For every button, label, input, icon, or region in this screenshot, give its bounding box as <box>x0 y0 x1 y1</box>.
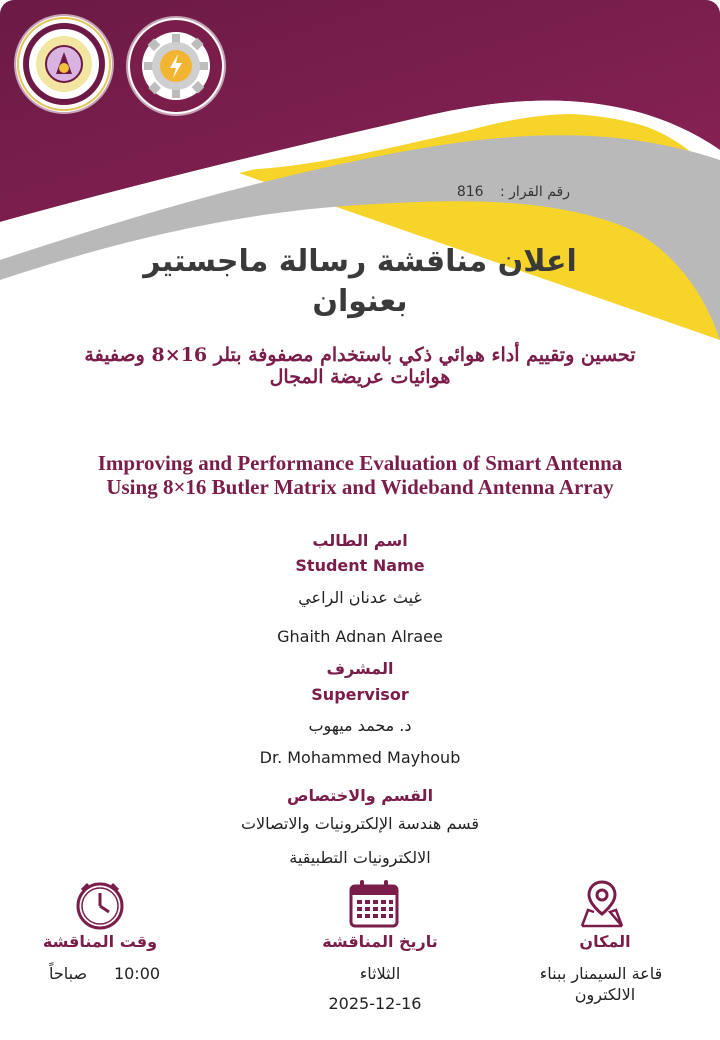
department-line2: الالكترونيات التطبيقية <box>289 848 431 867</box>
decision-number <box>457 184 570 200</box>
time-label: وقت المناقشة <box>42 932 158 951</box>
time-value: 10:00 <box>113 964 161 983</box>
decision-label: رقم القرار : <box>500 184 570 200</box>
place-line2: الالكترون <box>574 985 636 1004</box>
supervisor-name-english: Dr. Mohammed Mayhoub <box>259 748 461 767</box>
faculty-engineering-logo <box>128 18 224 114</box>
thesis-title-english-line2: Using 8×16 Butler Matrix and Wideband Antenna Array <box>106 475 614 499</box>
thesis-title-arabic-line2: هوائيات عريضة المجال <box>269 366 451 388</box>
supervisor-name-arabic: د. محمد ميهوب <box>308 716 412 735</box>
date-value: 2025-12-16 <box>328 994 422 1013</box>
clock-icon <box>72 876 128 932</box>
place-line1: قاعة السيمنار ببناء <box>539 964 663 983</box>
university-logo <box>16 16 112 112</box>
thesis-title-english-line1: Improving and Performance Evaluation of Smart Antenna <box>97 451 623 475</box>
time-period: صباحاً <box>48 964 88 983</box>
thesis-title-arabic <box>70 344 650 388</box>
place-label: المكان <box>579 932 631 951</box>
supervisor-label-arabic: المشرف <box>326 659 394 678</box>
announcement-title: اعلان مناقشة رسالة ماجستير <box>143 244 577 279</box>
student-label-arabic: اسم الطالب <box>312 531 408 550</box>
announcement-subtitle: بعنوان <box>312 284 408 319</box>
thesis-title-english <box>40 451 680 499</box>
calendar-icon <box>346 876 402 932</box>
department-label: القسم والاختصاص <box>286 786 434 805</box>
student-name-english: Ghaith Adnan Alraee <box>277 627 443 646</box>
decision-value: 816 <box>456 184 484 200</box>
date-label: تاريخ المناقشة <box>322 932 438 951</box>
date-day: الثلاثاء <box>359 964 401 983</box>
department-line1: قسم هندسة الإلكترونيات والاتصالات <box>240 814 480 833</box>
supervisor-label-english: Supervisor <box>311 685 409 704</box>
map-pin-icon <box>574 876 630 932</box>
student-label-english: Student Name <box>295 556 425 575</box>
student-name-arabic: غيث عدنان الراعي <box>298 588 422 607</box>
thesis-title-arabic-line1: تحسين وتقييم أداء هوائي ذكي باستخدام مصفوفة بتلر 16×8 وصفيفة <box>84 344 636 366</box>
